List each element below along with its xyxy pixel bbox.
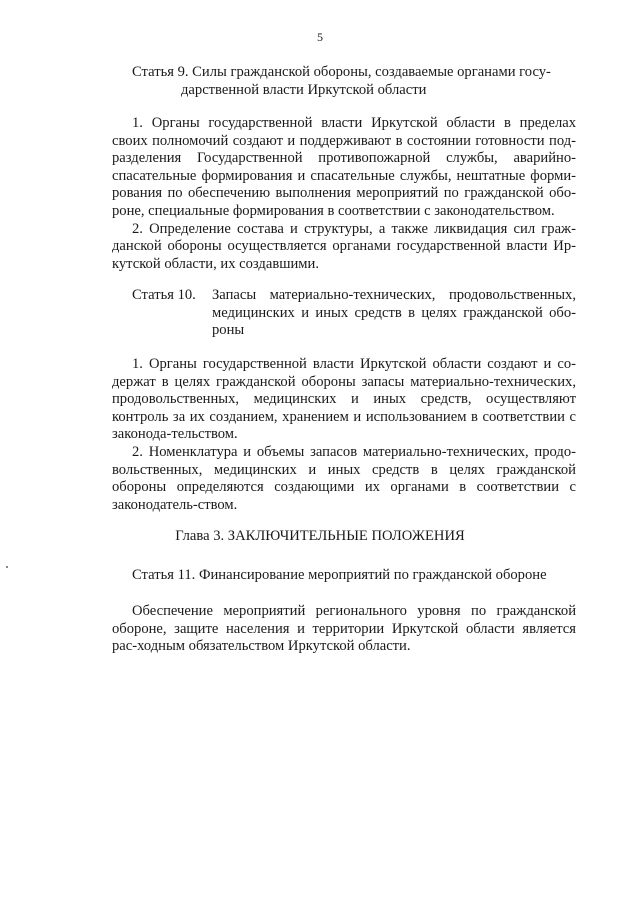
article-10-paragraph-1: 1. Органы государственной власти Иркутской области создают и со-держат в целях гражданской обороны запасы материально-технических, продовольственных, медицинских и иных средств, осуществляют контроль за их созданием, хранением и использованием в соответствии с законода-тельством.	[112, 356, 576, 443]
article-11-paragraph-1: Обеспечение мероприятий регионального уровня по гражданской обороне, защите населения и территории Иркутской области является рас-ходным обязательством Иркутской области.	[112, 603, 576, 655]
page-number: 5	[317, 30, 323, 44]
article-9-heading-line-1: Статья 9. Силы гражданской обороны, создаваемые органами госу-	[132, 64, 551, 80]
scan-speck	[6, 566, 8, 568]
article-9-heading-line-2: дарственной власти Иркутской области	[181, 81, 427, 98]
article-9-paragraph-1: 1. Органы государственной власти Иркутской области в пределах своих полномочий создают и поддерживают в состоянии готовности под-разделения Государственной противопожарной службы, аварийно-спасательные формирования и спасательные службы, нештатные форми-рования по обеспечению выполнения мероприятий по гражданской обо-роне, специальные формирования в соответствии с законодательством.	[112, 115, 576, 219]
article-10-body	[112, 356, 576, 514]
article-9-paragraph-2: 2. Определение состава и структуры, а также ликвидация сил граж-данской обороны осуществляется органами государственной власти Ир-кутской области, их создавшими.	[112, 220, 576, 272]
article-10-heading-label: Статья 10.	[132, 287, 196, 303]
article-11-heading: Статья 11. Финансирование мероприятий по гражданской обороне	[132, 567, 547, 583]
article-10-heading	[132, 287, 576, 340]
chapter-3-title: Глава 3. ЗАКЛЮЧИТЕЛЬНЫЕ ПОЛОЖЕНИЯ	[175, 528, 465, 544]
article-10-paragraph-2: 2. Номенклатура и объемы запасов материально-технических, продо-вольственных, медицинских и иных средств в целях гражданской обороны определяются создающими их органами в соответствии с законодатель-ством.	[112, 443, 576, 513]
article-9-body	[112, 115, 576, 273]
article-10-heading-text: Запасы материально-технических, продовольственных, медицинских и иных средств в целях гражданской обо-роны	[212, 287, 576, 339]
article-9-heading	[132, 64, 576, 99]
article-11-body	[112, 603, 576, 656]
